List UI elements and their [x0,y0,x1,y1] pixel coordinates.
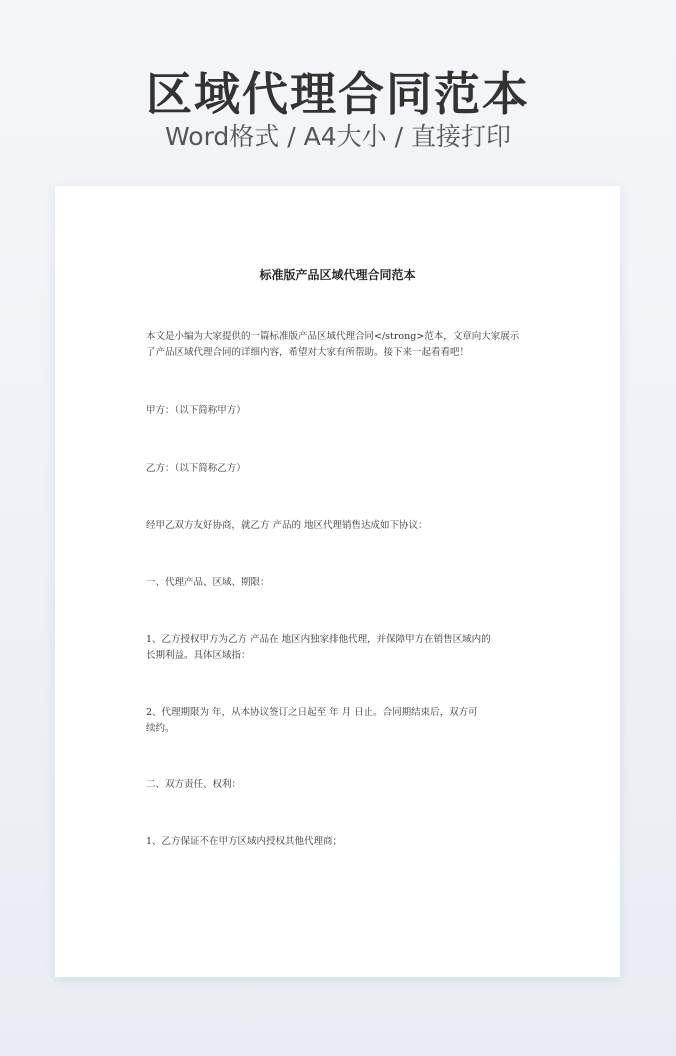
paragraph-line: 乙方：（以下简称乙方） [146,463,246,474]
paragraph-line: 甲方：（以下简称甲方） [146,405,246,416]
paragraph-line: 长期利益。具体区域指： [146,650,251,661]
paragraph-line: 一、代理产品、区域、期限： [146,577,270,588]
document-page [55,186,620,977]
paragraph-line: 本文是小编为大家提供的一篇标准版产品区域代理合同</strong>范本，文章向大家展示 [146,331,520,342]
document-title: 标准版产品区域代理合同范本 [259,268,416,282]
subtitle: Word格式 / A4大小 / 直接打印 [165,122,511,151]
paragraph-line: 2、代理期限为 年，从本协议签订之日起至 年 月 日止。合同期结束后，双方可 [146,707,478,718]
section-heading-2 [146,777,531,793]
section-heading-1 [146,575,531,591]
party-a-line [146,403,531,419]
agreement-intro [146,518,531,534]
paragraph-line: 经甲乙双方友好协商，就乙方 产品的 地区代理销售达成如下协议： [146,520,428,531]
paragraph-line: 1、乙方授权甲方为乙方 产品在 地区内独家排他代理，并保障甲方在销售区域内的 [146,634,491,645]
party-b-line [146,461,531,477]
main-title: 区域代理合同范本 [146,67,530,121]
header-banner [0,0,676,186]
paragraph-line: 二、双方责任、权利： [146,779,242,790]
paragraph-line: 1、乙方保证不在甲方区域内授权其他代理商； [146,836,343,847]
clause-1-1 [146,632,531,664]
clause-1-2 [146,705,531,737]
paragraph-line: 了产品区域代理合同的详细内容，希望对大家有所帮助。接下来一起看看吧！ [146,347,470,358]
intro-paragraph [146,329,531,361]
paragraph-line: 续约。 [146,723,175,734]
clause-2-1 [146,834,531,850]
